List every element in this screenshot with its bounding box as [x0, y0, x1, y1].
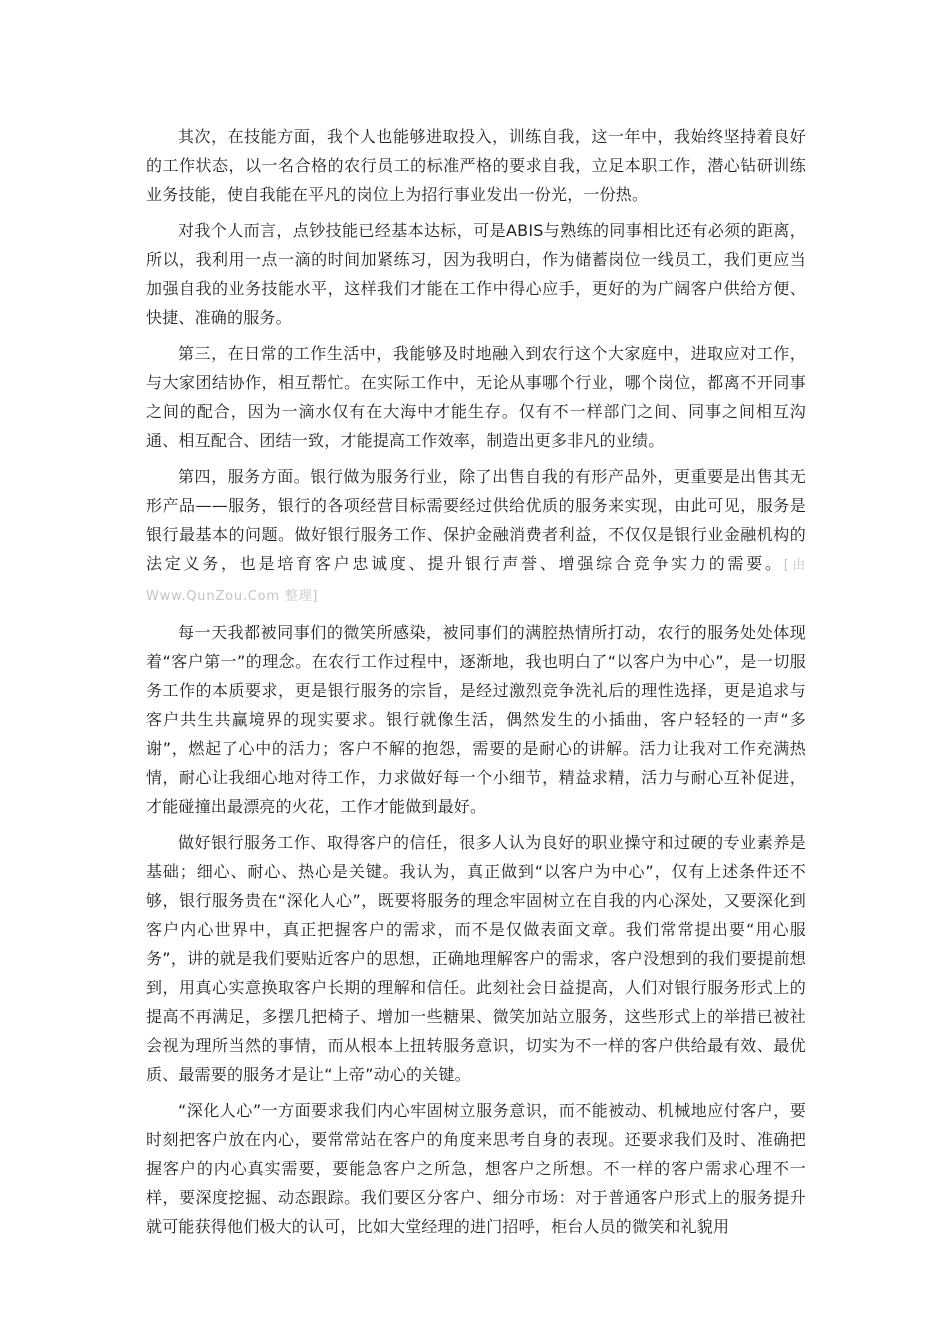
paragraph-customer-trust: 做好银行服务工作、取得客户的信任，很多人认为良好的职业操守和过硬的专业素养是基础；细心、耐心、热心是关键。我认为，真正做到“以客户为中心”，仅有上述条件还不够，银行服务贵在“深化人心”，既要将服务的理念牢固树立在自我的内心深处，又要深化到客户内心世界中，真正把握客户的需求，而不是仅做表面文章。我们常常提出要“用心服务”，讲的就是我们要贴近客户的思想，正确地理解客户的需求，客户没想到的我们要提前想到，用真心实意换取客户长期的理解和信任。此刻社会日益提高，人们对银行服务形式上的提高不再满足，多摆几把椅子、增加一些糖果、微笑加站立服务，这些形式上的举措已被社会视为理所当然的事情，而从根本上扭转服务意识，切实为不一样的客户供给最有效、最优质、最需要的服务才是让“上帝”动心的关键。 — [146, 833, 806, 1084]
paragraph-smile: 每一天我都被同事们的微笑所感染，被同事们的满腔热情所打动，农行的服务处处体现着“客户第一”的理念。在农行工作过程中，逐渐地，我也明白了“以客户为中心”，是一切服务工作的本质要求，更是银行服务的宗旨，是经过激烈竞争洗礼后的理性选择，更是追求与客户共生共赢境界的现实要求。银行就像生活，偶然发生的小插曲，客户轻轻的一声“多谢”，燃起了心中的活力；客户不解的抱怨，需要的是耐心的讲解。活力让我对工作充满热情，耐心让我细心地对待工作，力求做好每一个小细节，精益求精，活力与耐心互补促进，才能碰撞出最漂亮的火花，工作才能做到最好。 — [146, 623, 806, 816]
document-body — [146, 122, 806, 1248]
paragraph-teamwork: 第三，在日常的工作生活中，我能够及时地融入到农行这个大家庭中，进取应对工作，与大家团结协作，相互帮忙。在实际工作中，无论从事哪个行业，哪个岗位，都离不开同事之间的配合，因为一滴水仅有在大海中才能生存。仅有不一样部门之间、同事之间相互沟通、相互配合、团结一致，才能提高工作效率，制造出更多非凡的业绩。 — [146, 344, 806, 450]
paragraph-deep-heart: “深化人心”一方面要求我们内心牢固树立服务意识，而不能被动、机械地应付客户，要时刻把客户放在内心，要常常站在客户的角度来思考自身的表现。还要求我们及时、准确把握客户的内心真实需要，要能急客户之所急，想客户之所想。不一样的客户需求心理不一样，要深度挖掘、动态跟踪。我们要区分客户、细分市场：对于普通客户形式上的服务提升就可能获得他们极大的认可，比如大堂经理的进门招呼，柜台人员的微笑和礼貌用 — [146, 1101, 806, 1236]
paragraph-service — [146, 462, 806, 611]
paragraph-skills: 其次，在技能方面，我个人也能够进取投入，训练自我，这一年中，我始终坚持着良好的工作状态，以一名合格的农行员工的标准严格的要求自我，立足本职工作，潜心钻研训练业务技能，使自我能在平凡的岗位上为招行事业发出一份光，一份热。 — [146, 127, 806, 204]
watermark-text: [由 Www.QunZou.Com 整理] — [146, 558, 806, 604]
paragraph-service-text: 第四，服务方面。银行做为服务行业，除了出售自我的有形产品外，更重要是出售其无形产品——服务，银行的各项经营目标需要经过供给优质的服务来实现，由此可见，服务是银行最基本的问题。做好银行服务工作、保护金融消费者利益，不仅仅是银行业金融机构的法定义务，也是培育客户忠诚度、提升银行声誉、增强综合竞争实力的需要。 — [146, 467, 806, 573]
paragraph-cash-counting: 对我个人而言，点钞技能已经基本达标，可是ABIS与熟练的同事相比还有必须的距离，所以，我利用一点一滴的时间加紧练习，因为我明白，作为储蓄岗位一线员工，我们更应当加强自我的业务技能水平，这样我们才能在工作中得心应手，更好的为广阔客户供给方便、快捷、准确的服务。 — [146, 221, 806, 327]
